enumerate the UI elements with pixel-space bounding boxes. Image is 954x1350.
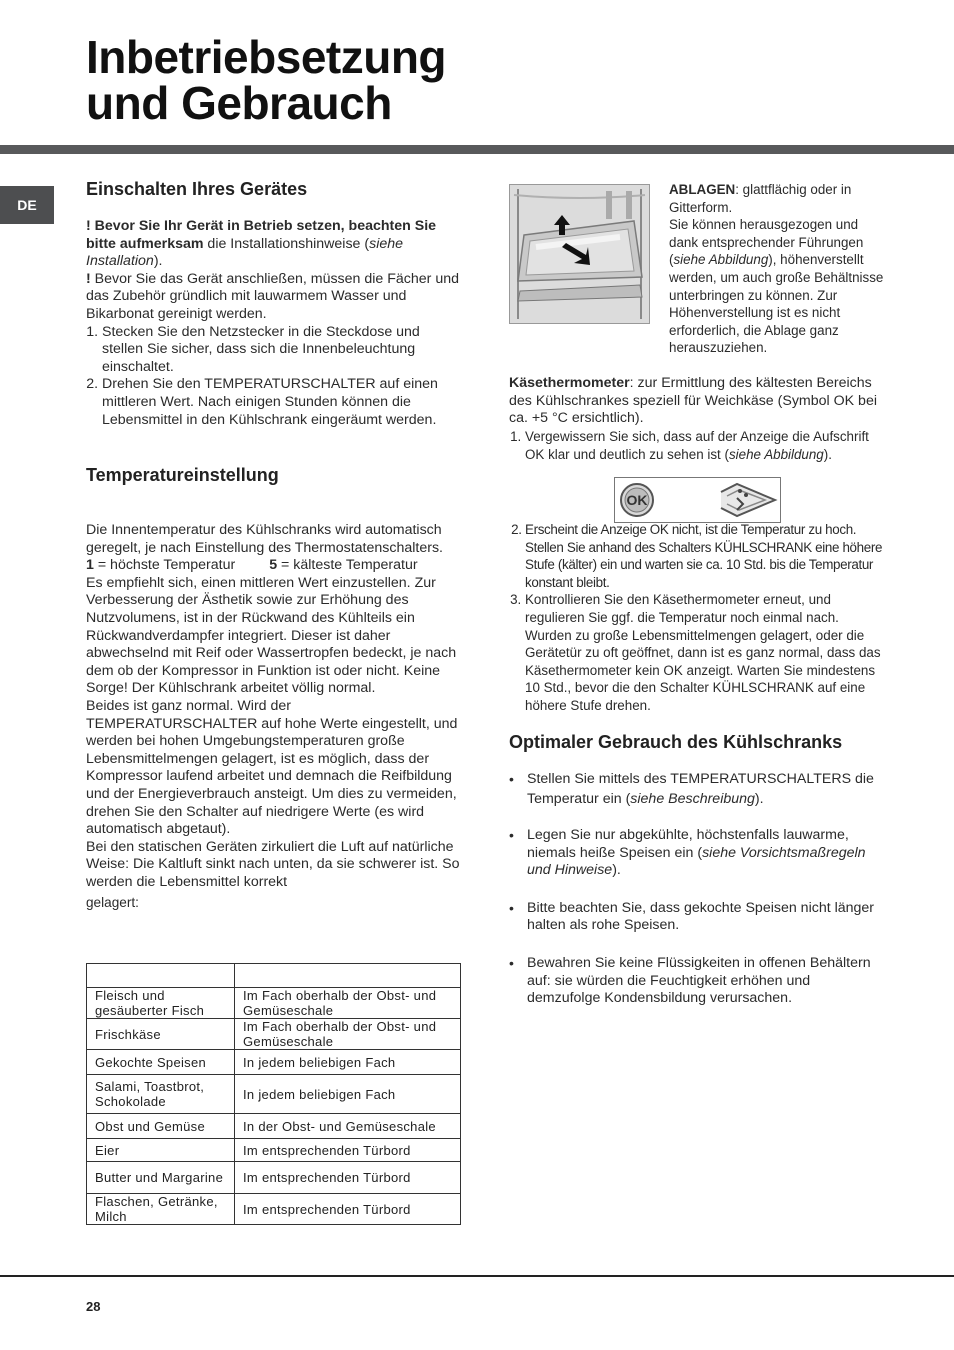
ablagen-label: ABLAGEN xyxy=(669,182,736,197)
kaese-step xyxy=(525,428,885,463)
table-row xyxy=(87,1050,461,1075)
startup-step: 2. Drehen Sie den TEMPERATURSCHALTER auf einen mittleren Wert. Nach einigen Stunden können die Lebensmittel in den Kühlschrank eingeräumt werden. xyxy=(102,376,464,429)
section-heading-einschalten: Einschalten Ihres Gerätes xyxy=(86,179,308,199)
kaese-step1-text: Vergewissern Sie sich, dass auf der Anzeige die Aufschrift OK klar und deutlich zu sehen ist ( xyxy=(525,429,869,462)
place-cell: Im entsprechenden Türbord xyxy=(235,1194,461,1225)
shelf-illustration xyxy=(509,184,650,324)
warning-installation-ref: siehe Installation xyxy=(86,235,404,270)
list-item: • Bitte beachten Sie, dass gekochte Speisen nicht länger halten als rohe Speisen. xyxy=(509,900,885,935)
ablagen-text3: ), höhenverstellt werden, um auch große Behältnisse unterbringen zu können. Zur Höhenverstellung ist es nicht erforderlich, die Ablage ganz herauszuziehen. xyxy=(669,252,884,356)
food-cell: Frischkäse xyxy=(87,1019,235,1050)
food-cell: Salami, Toastbrot, Schokolade xyxy=(87,1075,235,1114)
section-heading-temperatur: Temperatureinstellung xyxy=(86,465,279,485)
food-storage-table xyxy=(86,963,461,1225)
startup-steps xyxy=(86,324,464,430)
ok-indicator-illustration xyxy=(614,477,781,523)
table-row xyxy=(87,988,461,1019)
temperature-para1: Es empfiehlt sich, einen mittleren Wert einzustellen. Zur Verbesserung der Ästhetik sowie zur Erhöhung des Nutzvolumens, ist in der Rückwand des Kühlteils ein Rückwandverdampfer integriert. Dieser ist daher abwechselnd mit Reif oder Wassertropfen bedeckt, je nach dem ob der Kompressor in Funktion ist oder nicht. Keine Sorge! Der Kühlschrank arbeitet völlig normal. xyxy=(86,574,457,697)
temperature-intro: Die Innentemperatur des Kühlschranks wird automatisch geregelt, je nach Einstellung des Thermostatenschalters. xyxy=(86,522,443,556)
page-title-line2: und Gebrauch xyxy=(86,77,392,129)
scale-coldest-number: 5 xyxy=(269,557,278,574)
warning-cleaning xyxy=(86,271,464,324)
scale-warmest-text: = höchste Temperatur xyxy=(93,557,236,574)
kaese-step1-ref: siehe Abbildung xyxy=(728,446,824,462)
temperature-para3-end: gelagert: xyxy=(86,895,139,911)
page-title xyxy=(86,31,447,129)
list-item xyxy=(509,827,885,880)
header-divider-bar xyxy=(0,145,954,154)
ablagen-body xyxy=(669,216,884,357)
table-row xyxy=(87,1114,461,1139)
food-cell: Obst und Gemüse xyxy=(87,1114,235,1139)
place-cell: In jedem beliebigen Fach xyxy=(235,1075,461,1114)
list-item xyxy=(509,769,885,809)
warning-cleaning-mark: ! xyxy=(86,270,91,287)
startup-step: 1. Stecken Sie den Netzstecker in die Steckdose und stellen Sie sicher, dass sich die Innenbeleuchtung einschaltet. xyxy=(102,324,464,377)
tip1-text: Stellen Sie mittels des TEMPERATURSCHALTERS die Temperatur ein ( xyxy=(527,771,874,807)
scale-warmest-number: 1 xyxy=(86,557,94,574)
table-header-row xyxy=(87,964,461,988)
kaese-step1-end: ). xyxy=(823,446,832,462)
table-row xyxy=(87,1075,461,1114)
place-cell: Im entsprechenden Türbord xyxy=(235,1139,461,1162)
page-title-line1: Inbetriebsetzung xyxy=(86,31,447,83)
warning-installation-end: ). xyxy=(153,253,163,270)
section-temperatur xyxy=(86,464,464,912)
footer-divider xyxy=(0,1275,954,1277)
ablagen-description xyxy=(669,181,884,357)
kaese-step: 2. Erscheint die Anzeige OK nicht, ist die Temperatur zu hoch. Stellen Sie anhand des Schalters KÜHLSCHRANK eine höhere Stufe (kälter) ein und warten sie ca. 10 Std. bis die Temperatur konstant bleibt. xyxy=(525,521,885,591)
ok-symbol-label: OK xyxy=(626,492,648,508)
warning-installation xyxy=(86,218,464,271)
table-row xyxy=(87,1162,461,1194)
scale-coldest-text: = kälteste Temperatur xyxy=(277,557,418,574)
place-cell: In der Obst- und Gemüseschale xyxy=(235,1114,461,1139)
section-optimaler-gebrauch xyxy=(509,731,885,1008)
usage-tips-list xyxy=(509,769,885,1008)
place-cell: Im entsprechenden Türbord xyxy=(235,1162,461,1194)
temperature-para3: Bei den statischen Geräten zirkuliert die Luft auf natürliche Weise: Die Kaltluft sinkt nach unten, da sie schwerer ist. So werden die Lebensmittel korrekt xyxy=(86,838,460,890)
warning-installation-text: die Installationshinweise ( xyxy=(203,235,370,252)
tip2-ref: siehe Vorsichtsmaßregeln und Hinweise xyxy=(527,844,866,879)
food-cell: Butter und Margarine xyxy=(87,1162,235,1194)
tip2-end: ). xyxy=(612,862,621,879)
kaese-step1 xyxy=(509,428,885,463)
tip1-end: ). xyxy=(754,791,764,807)
warning-cleaning-text: Bevor Sie das Gerät anschließen, müssen die Fächer und das Zubehör gründlich mit lauwarmem Wasser und Bikarbonat gereinigt werden. xyxy=(86,270,460,322)
table-row xyxy=(87,1194,461,1225)
place-cell: In jedem beliebigen Fach xyxy=(235,1050,461,1075)
kaesethermometer-section xyxy=(509,375,885,428)
kaese-steps-rest xyxy=(509,521,885,715)
food-cell: Fleisch und gesäuberter Fisch xyxy=(87,988,235,1019)
tip2-text: Legen Sie nur abgekühlte, höchstenfalls lauwarme, niemals heiße Speisen ein ( xyxy=(527,827,849,861)
kaese-intro xyxy=(509,375,885,428)
table-row xyxy=(87,1019,461,1050)
kaese-label: Käsethermometer xyxy=(509,375,630,391)
table-header-cell xyxy=(87,964,235,988)
section-einschalten xyxy=(86,178,464,429)
temperature-scale xyxy=(86,557,464,575)
place-cell: Im Fach oberhalb der Obst- und Gemüseschale xyxy=(235,988,461,1019)
food-cell: Flaschen, Getränke, Milch xyxy=(87,1194,235,1225)
ablagen-ref: siehe Abbildung xyxy=(673,252,769,268)
shelf-drawing xyxy=(510,185,649,323)
kaese-steps-a xyxy=(509,428,885,463)
table-row xyxy=(87,1139,461,1162)
food-cell: Eier xyxy=(87,1139,235,1162)
food-cell: Gekochte Speisen xyxy=(87,1050,235,1075)
language-tab: DE xyxy=(0,186,54,224)
ablagen-text2: Sie können herausgezogen und dank entsprechender Führungen ( xyxy=(669,217,864,268)
warning-installation-bold: ! Bevor Sie Ihr Gerät in Betrieb setzen, beachten Sie bitte aufmerksam xyxy=(86,218,437,252)
ablagen-intro xyxy=(669,181,884,216)
place-cell: Im Fach oberhalb der Obst- und Gemüseschale xyxy=(235,1019,461,1050)
page-number: 28 xyxy=(86,1299,101,1314)
tip1-ref: siehe Beschreibung xyxy=(630,791,755,807)
ok-indicator-drawing xyxy=(615,478,780,522)
table-header-cell xyxy=(235,964,461,988)
ablagen-text1: : glattflächig oder in Gitterform. xyxy=(669,182,852,215)
section-heading-optimaler-gebrauch: Optimaler Gebrauch des Kühlschranks xyxy=(509,732,843,752)
temperature-para2: Beides ist ganz normal. Wird der TEMPERATURSCHALTER auf hohe Werte eingestellt, und werden bei hohen Umgebungstemperaturen große Lebensmittelmengen gelagert, ist es möglich, dass der Kompressor laufend arbeitet und demnach die Reifbildung und der Energieverbrauch ansteigt. Um dies zu vermeiden, drehen Sie den Schalter auf niedrigere Werte (es wird automatisch abgetaut). xyxy=(86,697,458,838)
list-item: • Bewahren Sie keine Flüssigkeiten in offenen Behältern auf: sie würden die Feuchtigkeit erhöhen und demzufolge Kondensbildung verursachen. xyxy=(509,955,885,1008)
kaese-text: : zur Ermittlung des kältesten Bereichs des Kühlschrankes speziell für Weichkäse (Symbol OK bei ca. +5 °C ersichtlich). xyxy=(509,375,877,427)
kaese-step: 3. Kontrollieren Sie den Käsethermometer erneut, und regulieren Sie ggf. die Temperatur noch einmal nach. Wurden zu große Lebensmittelmengen gelagert, oder die Gerätetür zu oft geöffnet, dann ist es ganz normal, dass das Käsethermometer kein OK anzeigt. Warten Sie mindestens 10 Std., bevor die den Schalter KÜHLSCHRANK auf eine höhere Stufe drehen. xyxy=(525,591,885,714)
kaese-steps-b xyxy=(509,521,885,715)
